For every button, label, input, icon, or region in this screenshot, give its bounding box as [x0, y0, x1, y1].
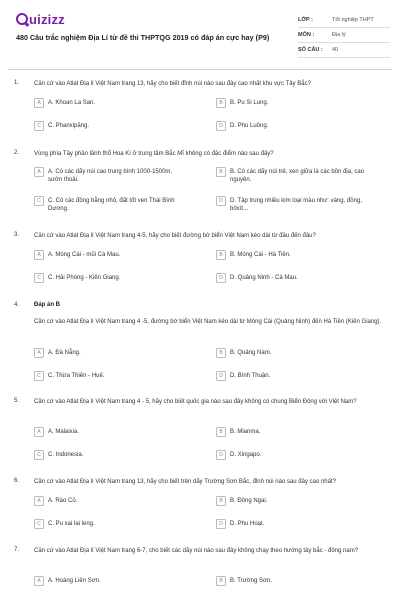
option-b[interactable]	[216, 348, 370, 358]
question-text: Căn cứ vào Atlat Địa lí Việt Nam trang 13, hãy cho biết đỉnh núi nào sau đây cao nhất khu vực Tây Bắc?	[34, 81, 311, 87]
question-number: 4.	[14, 302, 20, 308]
option-text: D. Quảng Ninh - Cà Mau.	[230, 275, 298, 281]
option-letter-box: A	[34, 427, 44, 437]
meta-key: LỚP :	[298, 17, 313, 23]
option-text: B. Quảng Nam.	[230, 350, 272, 356]
option-d[interactable]	[216, 196, 370, 213]
option-letter-box: B	[216, 496, 226, 506]
option-a[interactable]	[34, 250, 188, 260]
meta-key: SỐ CÂU :	[298, 47, 323, 53]
option-text: C. Phanxipăng.	[48, 123, 90, 129]
option-c[interactable]	[34, 273, 188, 283]
option-letter-box: B	[216, 427, 226, 437]
option-text: A. Móng Cái - mũi Cà Mau.	[48, 252, 121, 258]
option-letter-box: D	[216, 273, 226, 283]
option-a[interactable]	[34, 576, 188, 586]
header-divider	[8, 69, 392, 70]
quizizz-logo	[16, 12, 65, 27]
option-d[interactable]	[216, 450, 370, 460]
option-letter-box: C	[34, 519, 44, 529]
meta-value: Tốt nghiệp THPT	[332, 17, 374, 23]
meta-value: Địa lý	[332, 32, 346, 38]
meta-row-count	[298, 43, 390, 58]
option-letter-box: C	[34, 196, 44, 206]
option-letter-box: B	[216, 250, 226, 260]
option-letter-box: A	[34, 576, 44, 586]
question-number: 3.	[14, 232, 20, 238]
option-b[interactable]	[216, 167, 370, 184]
option-c[interactable]	[34, 450, 188, 460]
meta-key: MÔN :	[298, 32, 315, 38]
option-letter-box: A	[34, 348, 44, 358]
question-number: 2.	[14, 150, 20, 156]
question-text: Căn cứ vào Atlat Địa lí Việt Nam trang 6-7, cho biết các dãy núi nào sau đây không chạy theo hướng tây bắc - đông nam?	[34, 548, 359, 554]
option-text: C. Pu xai lai leng.	[48, 521, 95, 527]
question-text: Vùng phía Tây phần lãnh thổ Hoa Kì ở trung tâm Bắc Mĩ không có đặc điểm nào sau đây?	[34, 151, 274, 157]
option-letter-box: C	[34, 273, 44, 283]
option-text: D. Xingapo.	[230, 452, 262, 458]
option-letter-box: B	[216, 348, 226, 358]
question-number: 6.	[14, 478, 20, 484]
question-number: 1.	[14, 80, 20, 86]
question-text: Căn cứ vào Atlat Địa lí Việt Nam trang 4-5, hãy cho biết đường bờ biển Việt Nam kéo dài từ đâu đến đâu?	[34, 233, 316, 239]
option-text: B. Mianma.	[230, 429, 261, 435]
question-text: Căn cứ vào Atlat Địa lí Việt Nam trang 13, hãy cho biết trên dãy Trường Sơn Bắc, đỉnh núi nào sau đây cao nhất?	[34, 479, 336, 485]
option-text: A. Malaixia.	[48, 429, 80, 435]
option-b[interactable]	[216, 427, 370, 437]
option-b[interactable]	[216, 496, 370, 506]
option-text: B. Pu Si Lung.	[230, 100, 269, 106]
option-c[interactable]	[34, 121, 188, 131]
option-text: C. Hải Phòng - Kiên Giang.	[48, 275, 121, 281]
option-letter-box: D	[216, 450, 226, 460]
option-letter-box: B	[216, 167, 226, 177]
option-text: B. Có các dãy núi trẻ, xen giữa là các bồn địa, cao nguyên.	[230, 169, 365, 183]
logo-text: uizizz	[29, 12, 65, 27]
option-letter-box: C	[34, 121, 44, 131]
question-number: 5.	[14, 398, 20, 404]
option-letter-box: B	[216, 98, 226, 108]
option-text: D. Phu Hoạt.	[230, 521, 265, 527]
option-letter-box: B	[216, 576, 226, 586]
option-text: D. Tập trung nhiều kim loại màu như: vàng, đồng, bôxít...	[230, 198, 362, 212]
option-text: C. Có các đồng bằng nhỏ, đất tốt ven Thái Bình Dương.	[48, 198, 175, 212]
option-text: A. Đà Nẵng.	[48, 350, 81, 356]
option-d[interactable]	[216, 519, 370, 529]
option-d[interactable]	[216, 121, 370, 131]
option-b[interactable]	[216, 98, 370, 108]
meta-table	[298, 13, 390, 58]
meta-value: 40	[332, 47, 339, 53]
meta-row-subject	[298, 28, 390, 43]
option-letter-box: A	[34, 98, 44, 108]
question-text: Căn cứ vào Atlat Địa lí Việt Nam trang 4 -5, đường bờ biển Việt Nam kéo dài từ Móng Cái (Quảng Ninh) đến Hà Tiên (Kiên Giang).	[34, 319, 382, 325]
option-c[interactable]	[34, 371, 188, 381]
option-text: A. Khoan La San.	[48, 100, 96, 106]
option-text: C. Indonesia.	[48, 452, 84, 458]
question-number: 7.	[14, 547, 20, 553]
option-a[interactable]	[34, 427, 188, 437]
option-d[interactable]	[216, 273, 370, 283]
option-letter-box: A	[34, 250, 44, 260]
option-letter-box: C	[34, 371, 44, 381]
document-title: 480 Câu trắc nghiệm Địa Lí từ đề thi THPTQG 2019 có đáp án cực hay (P9)	[16, 33, 270, 42]
option-letter-box: C	[34, 450, 44, 460]
option-text: A. Có các dãy núi cao trung bình 1000-1500m, sườn thoải.	[48, 169, 173, 183]
option-a[interactable]	[34, 348, 188, 358]
option-text: B. Móng Cái - Hà Tiên.	[230, 252, 291, 258]
answer-label: Đáp án B	[34, 302, 61, 308]
option-letter-box: D	[216, 519, 226, 529]
option-text: B. Đông Ngai.	[230, 498, 268, 504]
option-letter-box: D	[216, 371, 226, 381]
option-text: A. Hoàng Liên Sơn.	[48, 578, 101, 584]
option-letter-box: A	[34, 496, 44, 506]
logo-q-icon	[16, 13, 28, 25]
option-a[interactable]	[34, 98, 188, 108]
option-b[interactable]	[216, 576, 370, 586]
meta-row-class	[298, 13, 390, 28]
option-c[interactable]	[34, 196, 188, 213]
option-a[interactable]	[34, 167, 188, 184]
option-text: A. Rào Cỏ.	[48, 498, 78, 504]
option-d[interactable]	[216, 371, 370, 381]
option-letter-box: D	[216, 121, 226, 131]
option-a[interactable]	[34, 496, 188, 506]
option-b[interactable]	[216, 250, 370, 260]
option-letter-box: A	[34, 167, 44, 177]
question-text: Căn cứ vào Atlat Địa lí Việt Nam trang 4 - 5, hãy cho biết quốc gia nào sau đây không có chung Biển Đông với Việt Nam?	[34, 399, 357, 405]
option-c[interactable]	[34, 519, 188, 529]
option-text: B. Trường Sơn.	[230, 578, 272, 584]
option-letter-box: D	[216, 196, 226, 206]
option-text: C. Thừa Thiên - Huế.	[48, 373, 105, 379]
option-text: D. Bình Thuận.	[230, 373, 271, 379]
option-text: D. Phu Luông.	[230, 123, 269, 129]
